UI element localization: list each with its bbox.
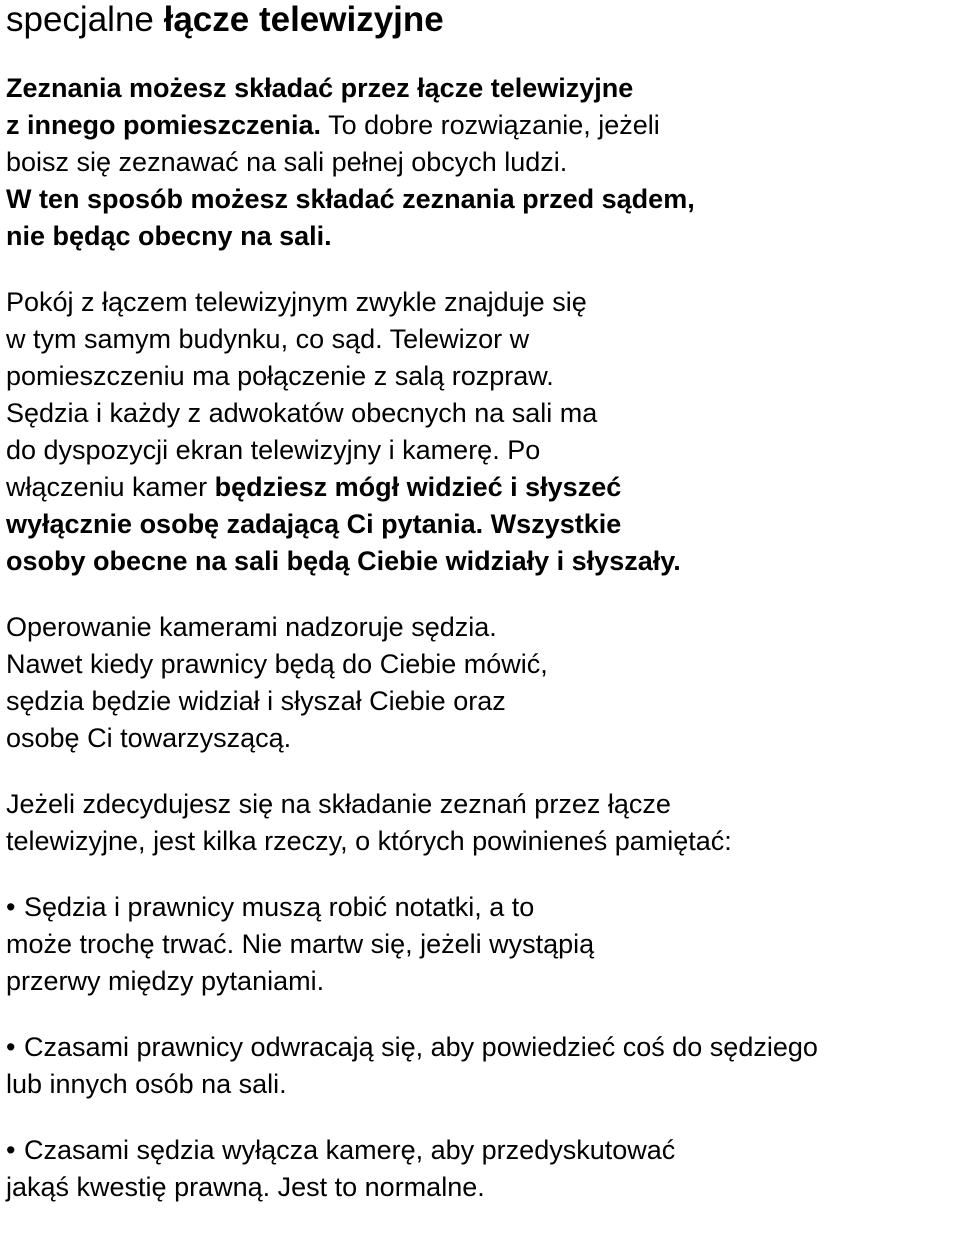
bold-fragment: będziesz mógł widzieć i słyszeć [214,472,622,502]
bullet-item-notes [6,889,956,1000]
bullet-text: Czasami sędzia wyłącza kamerę, aby przedyskutować [24,1135,676,1165]
normal-fragment: To dobre rozwiązanie, jeżeli [321,110,660,140]
document-page [6,0,956,1206]
page-title [6,0,956,40]
bullet-icon: • [6,1135,16,1165]
text-line: pomieszczeniu ma połączenie z salą rozpraw. [6,361,554,391]
text-line: sędzia będzie widział i słyszał Ciebie oraz [6,686,506,716]
text-line: może trochę trwać. Nie martw się, jeżeli wystąpią [6,929,595,959]
text-line [6,1029,956,1066]
title-bold: łącze telewizyjne [163,0,444,39]
text-line [6,107,956,144]
bullet-text: Czasami prawnicy odwracają się, aby powiedzieć coś do sędziego [24,1032,818,1062]
text-line: w tym samym budynku, co sąd. Telewizor w [6,324,530,354]
text-line [6,1132,956,1169]
text-line: Nawet kiedy prawnicy będą do Ciebie mówić, [6,649,548,679]
text-line [6,889,956,926]
text-line: do dyspozycji ekran telewizyjny i kamerę. Po [6,435,541,465]
text-line: nie będąc obecny na sali. [6,221,332,251]
title-normal: specjalne [6,0,164,39]
bullet-icon: • [6,892,16,922]
text-line: lub innych osób na sali. [6,1069,287,1099]
bullet-item-judge [6,1132,956,1206]
paragraph-camera [6,609,956,757]
paragraph-room [6,284,956,580]
bullet-icon: • [6,1032,16,1062]
text-line [6,469,956,506]
text-line: Operowanie kamerami nadzoruje sędzia. [6,612,497,642]
bullet-item-lawyers [6,1029,956,1103]
normal-fragment: włączeniu kamer [6,472,215,502]
text-line: wyłącznie osobę zadającą Ci pytania. Wszystkie [6,509,622,539]
text-line: Jeżeli zdecydujesz się na składanie zeznań przez łącze [6,789,671,819]
text-line: telewizyjne, jest kilka rzeczy, o których powinieneś pamiętać: [6,826,732,856]
paragraph-intro [6,70,956,255]
text-line: Pokój z łączem telewizyjnym zwykle znajduje się [6,287,587,317]
text-line: boisz się zeznawać na sali pełnej obcych ludzi. [6,147,568,177]
bold-fragment: z innego pomieszczenia. [6,110,322,140]
text-line: Sędzia i każdy z adwokatów obecnych na sali ma [6,398,598,428]
text-line: W ten sposób możesz składać zeznania przed sądem, [6,184,695,214]
text-line: osobę Ci towarzyszącą. [6,723,292,753]
text-line: osoby obecne na sali będą Ciebie widziały i słyszały. [6,546,681,576]
text-line: przerwy między pytaniami. [6,966,325,996]
bullet-text: Sędzia i prawnicy muszą robić notatki, a to [24,892,535,922]
paragraph-remember [6,786,956,860]
text-line: Zeznania możesz składać przez łącze telewizyjne [6,73,634,103]
text-line: jakąś kwestię prawną. Jest to normalne. [6,1172,485,1202]
